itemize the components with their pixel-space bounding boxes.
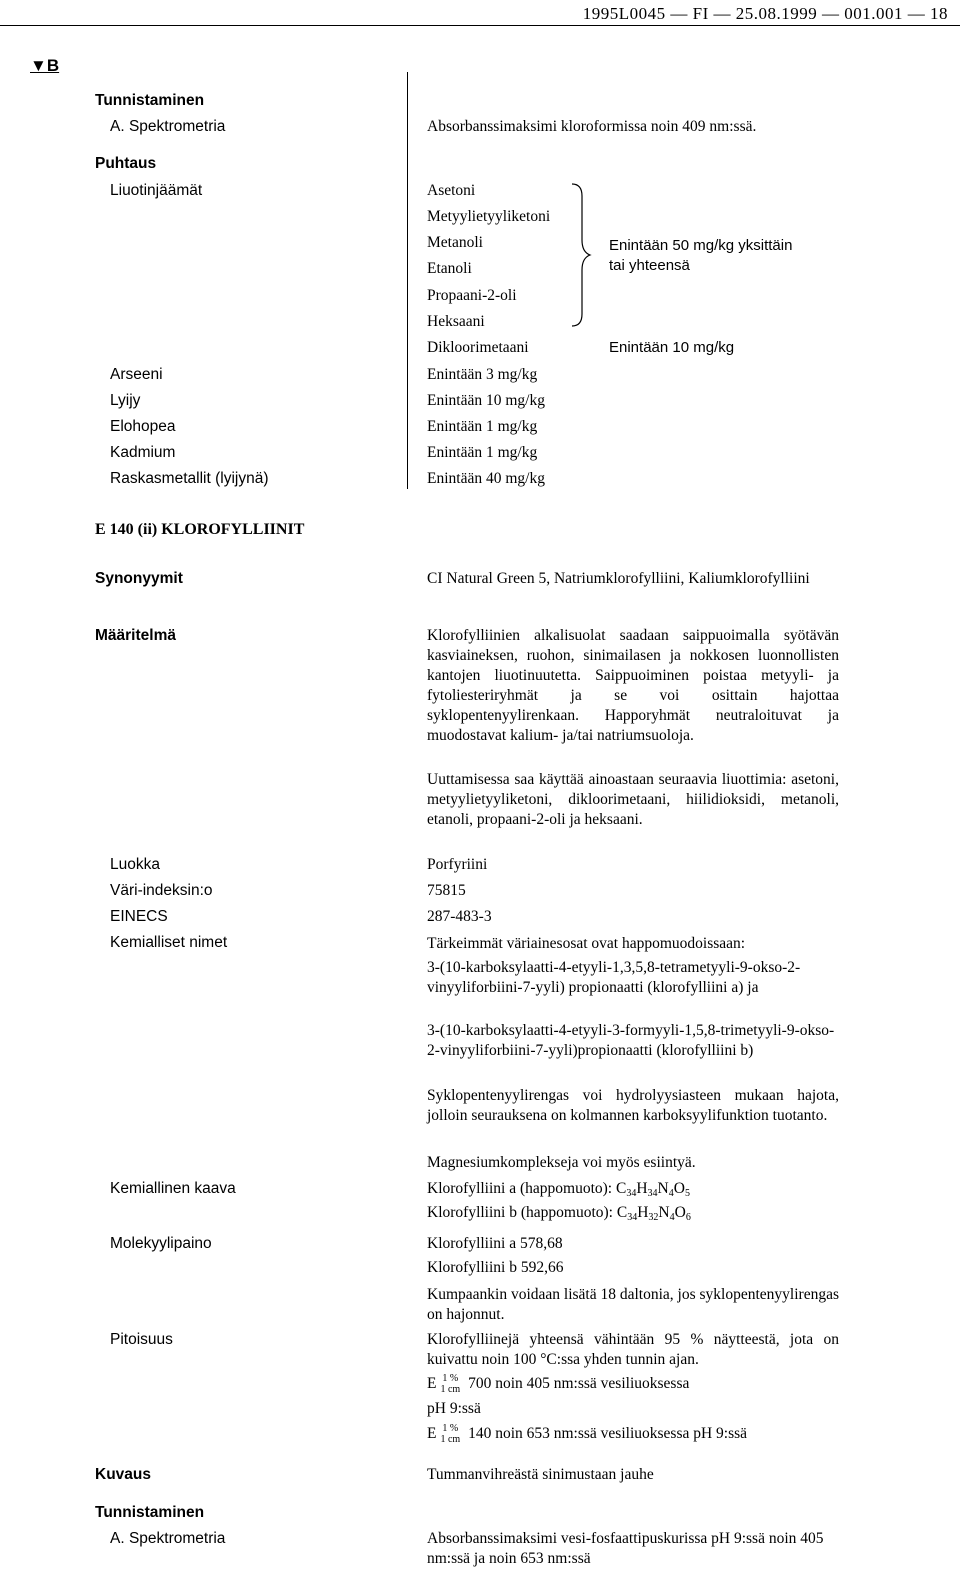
unit-fraction bbox=[440, 1373, 460, 1395]
tunnistaminen-label-bottom: Tunnistaminen bbox=[95, 1504, 205, 1521]
metal-value: Enintään 40 mg/kg bbox=[427, 470, 545, 487]
maaritelma-p2: Uuttamisessa saa käyttää ainoastaan seuraavia liuottimia: asetoni, metyylietyyliketoni, dikloorimetaani, hiilidioksidi, metanoli, etanoli, propaani-2-oli ja heksaani. bbox=[427, 771, 839, 828]
brace-icon bbox=[568, 180, 592, 330]
e2-text: 140 noin 653 nm:ssä vesiliuoksessa pH 9:ssä bbox=[468, 1425, 748, 1442]
version-marker-text: ▼B bbox=[30, 56, 60, 75]
synonyymit-label: Synonyymit bbox=[95, 570, 183, 587]
pitoisuus-p1: Klorofylliinejä yhteensä vähintään 95 % näytteestä, jota on kuivattu noin 100 °C:ssa yhden tunnin ajan. bbox=[427, 1331, 839, 1368]
dcm-limit: Enintään 10 mg/kg bbox=[609, 339, 735, 356]
solvent-limit-line2: tai yhteensä bbox=[609, 257, 690, 274]
kemialliset-p4: Syklopentenyylirengas voi hydrolyysiasteen mukaan hajota, jolloin seurauksena on kolmannen karboksyylifunktion tuotanto. bbox=[427, 1087, 839, 1124]
solvent-item: Asetoni bbox=[427, 182, 476, 199]
metal-name: Elohopea bbox=[110, 418, 176, 435]
metal-value: Enintään 10 mg/kg bbox=[427, 392, 545, 409]
vari-label: Väri-indeksin:o bbox=[110, 882, 213, 899]
maaritelma-p1: Klorofylliinien alkalisuolat saadaan saippuoimalla syötävän kasviaineksen, ruohon, sinimailasen ja nokkosen luonnollisten kantojen liuotinuutetta. Saippuoiminen poistaa metyyli- ja fytoliesteriryhmät ja se voi osittain hajottaa syklopentenyylirenkaan. Happoryhmät neutraloituvat ja muodostavat kalium- ja/tai natriumsuoloja. bbox=[427, 627, 839, 744]
subscript: 34 bbox=[627, 1212, 638, 1223]
version-marker bbox=[30, 56, 59, 76]
kemialliset-p1: Tärkeimmät väriainesosat ovat happomuodoissaan: bbox=[427, 935, 746, 952]
subscript: 5 bbox=[684, 1188, 690, 1199]
kuvaus-label: Kuvaus bbox=[95, 1466, 151, 1483]
header-rule bbox=[0, 25, 960, 26]
metal-name: Lyijy bbox=[110, 392, 141, 409]
kaava-label: Kemiallinen kaava bbox=[110, 1180, 236, 1197]
maaritelma-label: Määritelmä bbox=[95, 627, 176, 644]
kaava-a-prefix: Klorofylliini a (happomuoto): bbox=[427, 1180, 613, 1197]
subscript: 34 bbox=[647, 1188, 658, 1199]
subscript: 6 bbox=[685, 1212, 691, 1223]
subscript: 4 bbox=[668, 1188, 674, 1199]
solvent-item: Dikloorimetaani bbox=[427, 339, 529, 356]
metal-value: Enintään 1 mg/kg bbox=[427, 418, 538, 435]
kemialliset-p5: Magnesiumkomplekseja voi myös esiintyä. bbox=[427, 1154, 696, 1171]
metal-name: Arseeni bbox=[110, 366, 163, 383]
section-title: E 140 (ii) KLOROFYLLIINIT bbox=[95, 521, 305, 538]
unit-fraction bbox=[440, 1423, 460, 1445]
ph-text: pH 9:ssä bbox=[427, 1400, 481, 1417]
tunnistaminen-label: Tunnistaminen bbox=[95, 92, 205, 109]
metal-name: Kadmium bbox=[110, 444, 176, 461]
metal-name: Raskasmetallit (lyijynä) bbox=[110, 470, 269, 487]
molekyyli-b: Klorofylliini b 592,66 bbox=[427, 1259, 564, 1276]
kemialliset-p3: 3-(10-karboksylaatti-4-etyyli-3-formyyli-1,5,8-trimetyyli-9-okso-2-vinyyliforbiini-7-yyli)propionaatti (klorofylliini b) bbox=[427, 1022, 835, 1059]
kuvaus-value: Tummanvihreästä sinimustaan jauhe bbox=[427, 1466, 654, 1483]
frac-top: 1 % bbox=[442, 1423, 459, 1435]
solvent-item: Heksaani bbox=[427, 313, 485, 330]
kaava-b: Klorofylliini b (happomuoto): $C_{34}H_{32}N_4O_6$ bbox=[427, 1204, 691, 1223]
solvent-item: Metyylietyyliketoni bbox=[427, 208, 551, 225]
puhtaus-label: Puhtaus bbox=[95, 155, 157, 172]
kemialliset-label: Kemialliset nimet bbox=[110, 934, 228, 951]
spektrometria-label-bottom: A. Spektrometria bbox=[110, 1530, 226, 1547]
e-letter: E bbox=[427, 1375, 437, 1392]
solvent-limit-line1: Enintään 50 mg/kg yksittäin bbox=[609, 237, 793, 254]
kaava-b-prefix: Klorofylliini b (happomuoto): bbox=[427, 1204, 613, 1221]
solvent-item: Metanoli bbox=[427, 234, 483, 251]
molekyyli-note: Kumpaankin voidaan lisätä 18 daltonia, jos syklopentenyylirengas on hajonnut. bbox=[427, 1286, 839, 1323]
absorbanssi-text: Absorbanssimaksimi kloroformissa noin 409 nm:ssä. bbox=[427, 118, 757, 135]
vari-value: 75815 bbox=[427, 882, 466, 899]
subscript: 4 bbox=[669, 1212, 675, 1223]
molekyyli-a: Klorofylliini a 578,68 bbox=[427, 1235, 563, 1252]
solvent-item: Propaani-2-oli bbox=[427, 287, 517, 304]
frac-bot: 1 cm bbox=[440, 1384, 461, 1396]
solvent-item: Etanoli bbox=[427, 260, 472, 277]
liuotinjaamat-label: Liuotinjäämät bbox=[110, 182, 203, 199]
kemialliset-p2: 3-(10-karboksylaatti-4-etyyli-1,3,5,8-tetrametyyli-9-okso-2-vinyyliforbiini-7-yyli) propionaatti (klorofylliini a) ja bbox=[427, 959, 801, 996]
e-letter: E bbox=[427, 1425, 437, 1442]
luokka-label: Luokka bbox=[110, 856, 160, 873]
einecs-label: EINECS bbox=[110, 908, 168, 925]
absorbanssi-bottom: Absorbanssimaksimi vesi-fosfaattipuskurissa pH 9:ssä noin 405 nm:ssä ja noin 653 nm:ssä bbox=[427, 1530, 824, 1567]
einecs-value: 287-483-3 bbox=[427, 908, 492, 925]
extinction-2 bbox=[427, 1419, 747, 1449]
luokka-value: Porfyriini bbox=[427, 856, 488, 873]
frac-top: 1 % bbox=[442, 1373, 459, 1385]
metal-value: Enintään 1 mg/kg bbox=[427, 444, 538, 461]
kaava-a: Klorofylliini a (happomuoto): $C_{34}H_{34}N_4O_5$ bbox=[427, 1180, 690, 1199]
spektrometria-label: A. Spektrometria bbox=[110, 118, 226, 135]
pitoisuus-label: Pitoisuus bbox=[110, 1331, 173, 1348]
metal-value: Enintään 3 mg/kg bbox=[427, 366, 538, 383]
molekyyli-label: Molekyylipaino bbox=[110, 1235, 212, 1252]
page-header: 1995L0045 — FI — 25.08.1999 — 001.001 — 18 bbox=[582, 4, 948, 23]
table-divider bbox=[407, 72, 408, 489]
e1-text: 700 noin 405 nm:ssä vesiliuoksessa bbox=[468, 1375, 690, 1392]
extinction-1 bbox=[427, 1369, 689, 1399]
subscript: 34 bbox=[626, 1188, 637, 1199]
frac-bot: 1 cm bbox=[440, 1434, 461, 1446]
subscript: 32 bbox=[648, 1212, 659, 1223]
synonyymit-text: CI Natural Green 5, Natriumklorofylliini, Kaliumklorofylliini bbox=[427, 570, 810, 587]
